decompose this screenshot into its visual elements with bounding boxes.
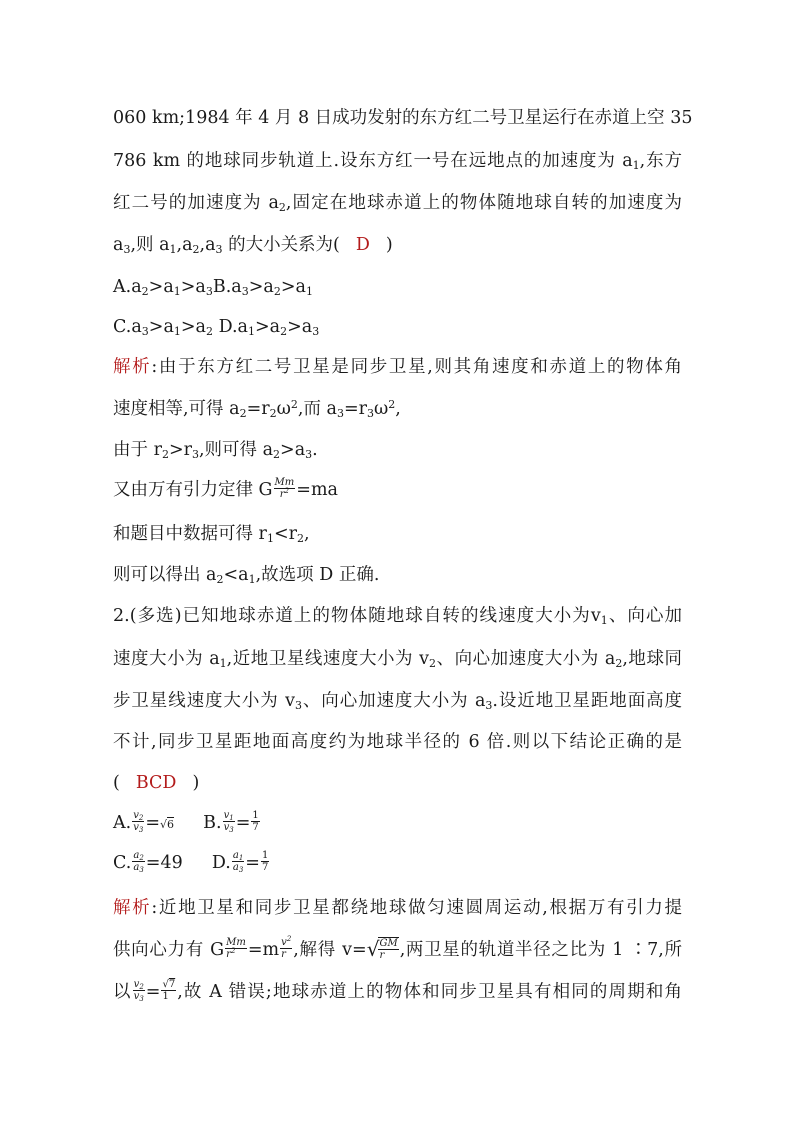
sol2-line-3: 以 $\frac{v_2}{v_3}$ = $\frac{√7}{1}$ ,故 A 错误;地球赤道上的物体和同步卫星具有相同的周期和角 <box>113 979 682 1003</box>
q2-line-4: 不计,同步卫星距地面高度约为地球半径的 6 倍.则以下结论正确的是 <box>113 732 682 752</box>
sol1-line-4: 又由万有引力定律 G $\frac{Mm}{r^2}$ =ma <box>113 477 338 500</box>
sqrt-GM-over-r: √ $\frac{GM}{r}$ <box>366 936 398 961</box>
sol1-line-6: 则可以得出 $a_2<a_1$,故选项 D 正确. <box>113 565 380 586</box>
fraction-sqrt7-over-1: $\frac{√7}{1}$ <box>162 979 176 1002</box>
fraction-v1-over-v3: $\frac{v_1}{v_3}$ <box>223 810 234 834</box>
q2-line-5: ( BCD ) <box>113 773 200 793</box>
fraction-v2-over-v3: $\frac{v_2}{v_3}$ <box>133 810 144 834</box>
q2-options-ab: A. $\frac{v_2}{v_3}$ =√6 B. $\frac{v_1}{v_3}$ = $\frac{1}{7}$ <box>113 810 259 834</box>
q1-answer: D <box>355 235 370 255</box>
fraction-v2-over-r: $\frac{v^2}{r}$ <box>281 935 292 960</box>
q2-options-cd: C. $\frac{a_2}{a_3}$ =49 D. $\frac{a_1}{a_3}$ = $\frac{1}{7}$ <box>113 850 269 874</box>
sol1-line-5: 和题目中数据可得 $r_1<r_2$, <box>113 524 310 545</box>
q1-options-ab: $A.a_2>a_1>a_3B.a_3>a_2>a_1$ <box>113 277 313 298</box>
q2-line-1: 2.(多选)已知地球赤道上的物体随地球自转的线速度大小为$v_1$、向心加 <box>113 606 682 627</box>
sol2-line-1: 解析:近地卫星和同步卫星都绕地球做匀速圆周运动,根据万有引力提 <box>113 898 682 918</box>
q2-line-2: 速度大小为 $a_1$,近地卫星线速度大小为 $v_2$、向心加速度大小为 $a_2$,地球同 <box>113 649 682 670</box>
fraction-Mm-over-r2: $\frac{Mm}{r^2}$ <box>274 477 295 500</box>
fraction-1-over-7: $\frac{1}{7}$ <box>252 810 259 833</box>
sol1-line-3: 由于 $r_2>r_3$,则可得 $a_2>a_3$. <box>113 440 318 461</box>
fraction-a1-over-a3: $\frac{a_1}{a_3}$ <box>232 850 244 874</box>
q1-line-3: 红二号的加速度为 $a_2$,固定在地球赤道上的物体随地球自转的加速度为 <box>113 193 683 214</box>
q1-line-4: $a_3$,则 $a_1,a_2,a_3$ 的大小关系为( D ) <box>113 235 393 256</box>
sol1-label: 解析 <box>113 357 152 377</box>
sqrt-6: √6 <box>160 818 175 831</box>
q2-answer: BCD <box>135 773 177 793</box>
sol2-line-2: 供向心力有 G $\frac{Mm}{r^2}$ =m $\frac{v^2}{r}$ ,解得 v=√ $\frac{GM}{r}$ ,两卫星的轨道半径之比为 1 ∶7,所 <box>113 935 682 961</box>
q1-line-2: 786 km 的地球同步轨道上.设东方红一号在远地点的加速度为 $a_1$,东方 <box>113 151 682 172</box>
fraction-Mm-over-r2-b: $\frac{Mm}{r^2}$ <box>226 937 246 960</box>
q2-line-3: 步卫星线速度大小为 $v_3$、向心加速度大小为 $a_3$.设近地卫星距地面高度 <box>113 691 683 712</box>
fraction-v2-over-v3-b: $\frac{v_2}{v_3}$ <box>133 979 144 1003</box>
q1-options-cd: $C.a_3>a_1>a_2$ $D.a_1>a_2>a_3$ <box>113 317 320 338</box>
sol1-line-1: 解析:由于东方红二号卫星是同步卫星,则其角速度和赤道上的物体角 <box>113 357 682 377</box>
sol1-line-2: 速度相等,可得 $a_2=r_2\omega^2$,而 $a_3=r_3\omega^2$, <box>113 398 401 420</box>
sol2-label: 解析 <box>113 898 152 918</box>
q1-line-1: 060 km;1984 年 4 月 8 日成功发射的东方红二号卫星运行在赤道上空 35 <box>113 108 693 128</box>
fraction-a2-over-a3: $\frac{a_2}{a_3}$ <box>133 850 144 874</box>
fraction-1-over-7-d: $\frac{1}{7}$ <box>261 850 269 873</box>
